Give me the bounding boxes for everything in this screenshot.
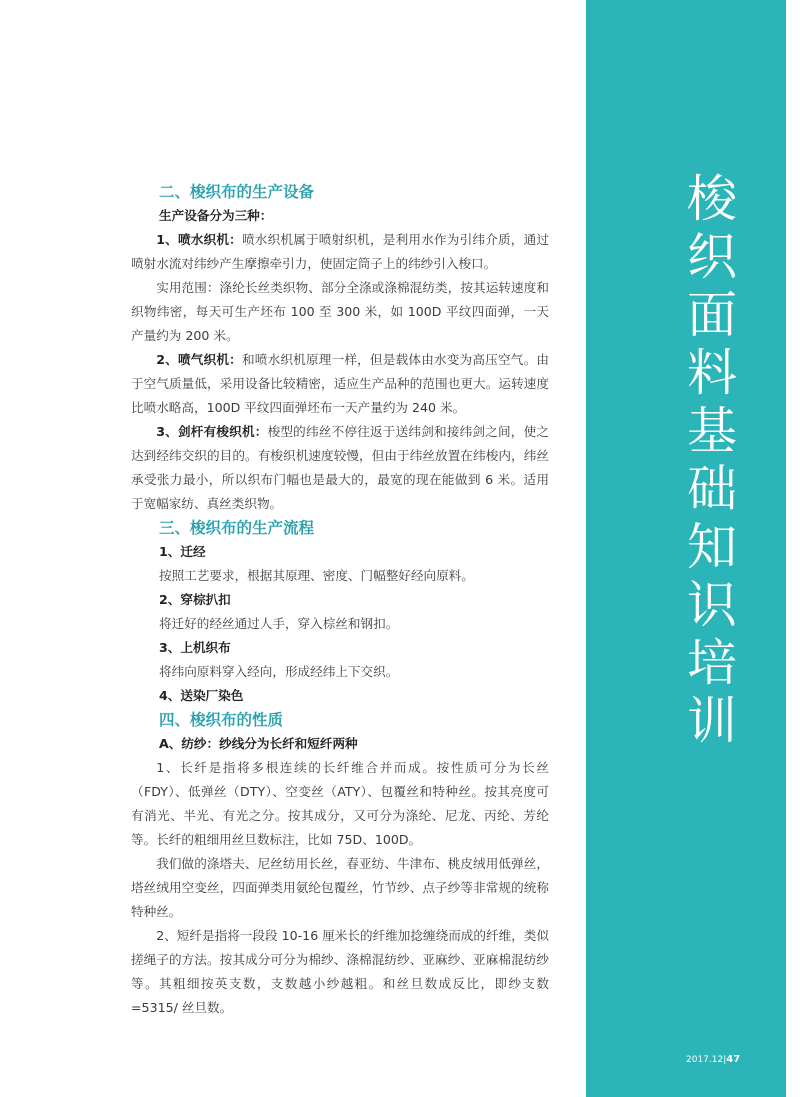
article-body <box>131 180 549 1020</box>
paragraph <box>131 228 549 276</box>
item-text: 梭型的纬丝不停往返于送纬剑和接纬剑之间，使之达到经纬交织的目的。有梭织机速度较慢，但由于纬丝放置在纬梭内，纬丝承受张力最小，所以织布门幅也是最大的，最宽的现在能做到 6 米。适用于宽幅家纺、真丝类织物。 <box>131 424 550 511</box>
title-char: 料 <box>687 344 737 402</box>
title-char: 面 <box>687 286 737 344</box>
title-char: 基 <box>687 402 737 460</box>
paragraph <box>131 348 549 420</box>
item-text: 喷水织机属于喷射织机，是利用水作为引纬介质，通过喷射水流对纬纱产生摩擦牵引力，使固定筒子上的纬纱引入梭口。 <box>131 232 549 271</box>
section-heading: 三、梭织布的生产流程 <box>159 519 315 537</box>
item-label: 2、喷气织机： <box>156 352 242 367</box>
vertical-title <box>672 170 752 750</box>
paragraph: 1、长纤是指将多根连续的长纤维合并而成。按性质可分为长丝（FDY）、低弹丝（DTY）、空变丝（ATY）、包覆丝和特种丝。按其亮度可有消光、半光、有光之分。按其成分，又可分为涤纶、尼龙、丙纶、芳纶等。长纤的粗细用丝旦数标注，比如 75D、100D。 <box>131 760 549 847</box>
page-footer <box>686 1054 740 1065</box>
paragraph: 实用范围：涤纶长丝类织物、部分全涤或涤棉混纺类，按其运转速度和织物纬密，每天可生产坯布 100 至 300 米，如 100D 平纹四面弹，一天产量约为 200 米。 <box>131 280 549 343</box>
step-label: 4、送染厂染色 <box>159 688 244 703</box>
section-heading: 二、梭织布的生产设备 <box>159 183 315 201</box>
section-heading: 四、梭织布的性质 <box>159 711 284 729</box>
title-char: 知 <box>687 518 737 576</box>
step-label: 2、穿棕扒扣 <box>159 592 231 607</box>
section-intro: 生产设备分为三种： <box>159 208 273 223</box>
item-label: 3、剑杆有梭织机： <box>156 424 268 439</box>
step-text: 按照工艺要求，根据其原理、密度、门幅整好经向原料。 <box>159 568 474 583</box>
title-char: 培 <box>687 634 737 692</box>
paragraph: 2、短纤是指将一段段 10-16 厘米长的纤维加捻缠绕而成的纤维，类似搓绳子的方法。按其成分可分为棉纱、涤棉混纺纱、亚麻纱、亚麻棉混纺纱等。其粗细按英支数，支数越小纱越粗。和丝旦数成反比，即纱支数=5315/ 丝旦数。 <box>131 928 549 1015</box>
step-text: 将纬向原料穿入经向，形成经纬上下交织。 <box>159 664 399 679</box>
item-label: 1、喷水织机： <box>156 232 242 247</box>
title-char: 训 <box>687 692 737 750</box>
paragraph <box>131 420 549 516</box>
subheading: A、纺纱：纱线分为长纤和短纤两种 <box>159 736 358 751</box>
title-char: 础 <box>687 460 737 518</box>
page-number: 47 <box>726 1054 741 1065</box>
step-label: 3、上机织布 <box>159 640 231 655</box>
issue-date: 2017.12 <box>686 1055 724 1065</box>
step-text: 将迁好的经丝通过人手，穿入棕丝和钢扣。 <box>159 616 399 631</box>
footer-separator: | <box>723 1055 727 1065</box>
step-label: 1、迁经 <box>159 544 206 559</box>
paragraph: 我们做的涤塔夫、尼丝纺用长丝，春亚纺、牛津布、桃皮绒用低弹丝，塔丝绒用空变丝，四面弹类用氨纶包覆丝，竹节纱、点子纱等非常规的统称特种丝。 <box>131 856 549 919</box>
item-text: 和喷水织机原理一样，但是载体由水变为高压空气。由于空气质量低，采用设备比较精密，适应生产品种的范围也更大。运转速度比喷水略高，100D 平纹四面弹坯布一天产量约为 240 米。 <box>131 352 549 415</box>
title-char: 织 <box>687 228 737 286</box>
title-char: 梭 <box>687 170 737 228</box>
title-char: 识 <box>687 576 737 634</box>
